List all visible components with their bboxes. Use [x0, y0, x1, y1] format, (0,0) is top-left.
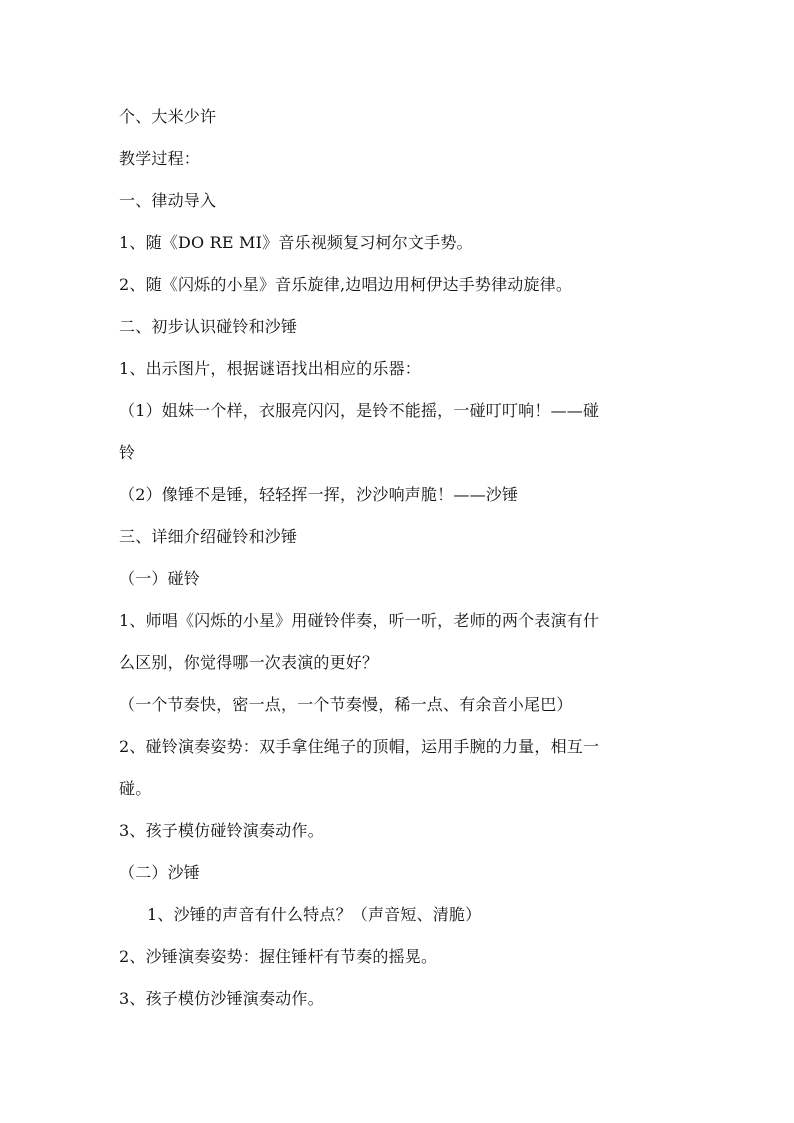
- section-heading-2: 二、初步认识碰铃和沙锤: [119, 317, 298, 336]
- paragraph-line: 2、沙锤演奏姿势：握住锤杆有节奏的摇晃。: [119, 947, 438, 966]
- section-heading-1: 一、律动导入: [119, 191, 217, 210]
- paragraph-line-continued: 碰。: [119, 779, 152, 798]
- paragraph-line: 3、孩子模仿沙锤演奏动作。: [119, 989, 324, 1008]
- paragraph-line: 1、沙锤的声音有什么特点？（声音短、清脆）: [147, 905, 482, 924]
- paragraph-line: 2、碰铃演奏姿势：双手拿住绳子的顶帽，运用手腕的力量，相互一: [119, 737, 600, 756]
- paragraph-line: 2、随《闪烁的小星》音乐旋律,边唱边用柯伊达手势律动旋律。: [119, 275, 573, 294]
- teaching-process-heading: 教学过程：: [119, 149, 201, 168]
- section-heading-3: 三、详细介绍碰铃和沙锤: [119, 527, 298, 546]
- riddle-line: （1）姐妹一个样，衣服亮闪闪，是铃不能摇，一碰叮叮响！——碰: [119, 401, 600, 420]
- paragraph-line: 3、孩子模仿碰铃演奏动作。: [119, 821, 324, 840]
- paragraph-line-continued: 么区别，你觉得哪一次表演的更好？: [119, 653, 379, 672]
- riddle-line: （2）像锤不是锤，轻轻挥一挥，沙沙响声脆！——沙锤: [119, 485, 519, 504]
- materials-item: 个、大米少许: [119, 107, 217, 126]
- paragraph-line: 1、师唱《闪烁的小星》用碰铃伴奏，听一听，老师的两个表演有什: [119, 611, 600, 630]
- paragraph-line: 1、随《DO RE MI》音乐视频复习柯尔文手势。: [119, 233, 473, 252]
- riddle-line-continued: 铃: [119, 443, 136, 462]
- paragraph-line: 1、出示图片，根据谜语找出相应的乐器：: [119, 359, 421, 378]
- paragraph-line: （一个节奏快，密一点，一个节奏慢，稀一点、有余音小尾巴）: [119, 695, 573, 714]
- subsection-heading: （二）沙锤: [119, 863, 201, 882]
- subsection-heading: （一）碰铃: [119, 569, 201, 588]
